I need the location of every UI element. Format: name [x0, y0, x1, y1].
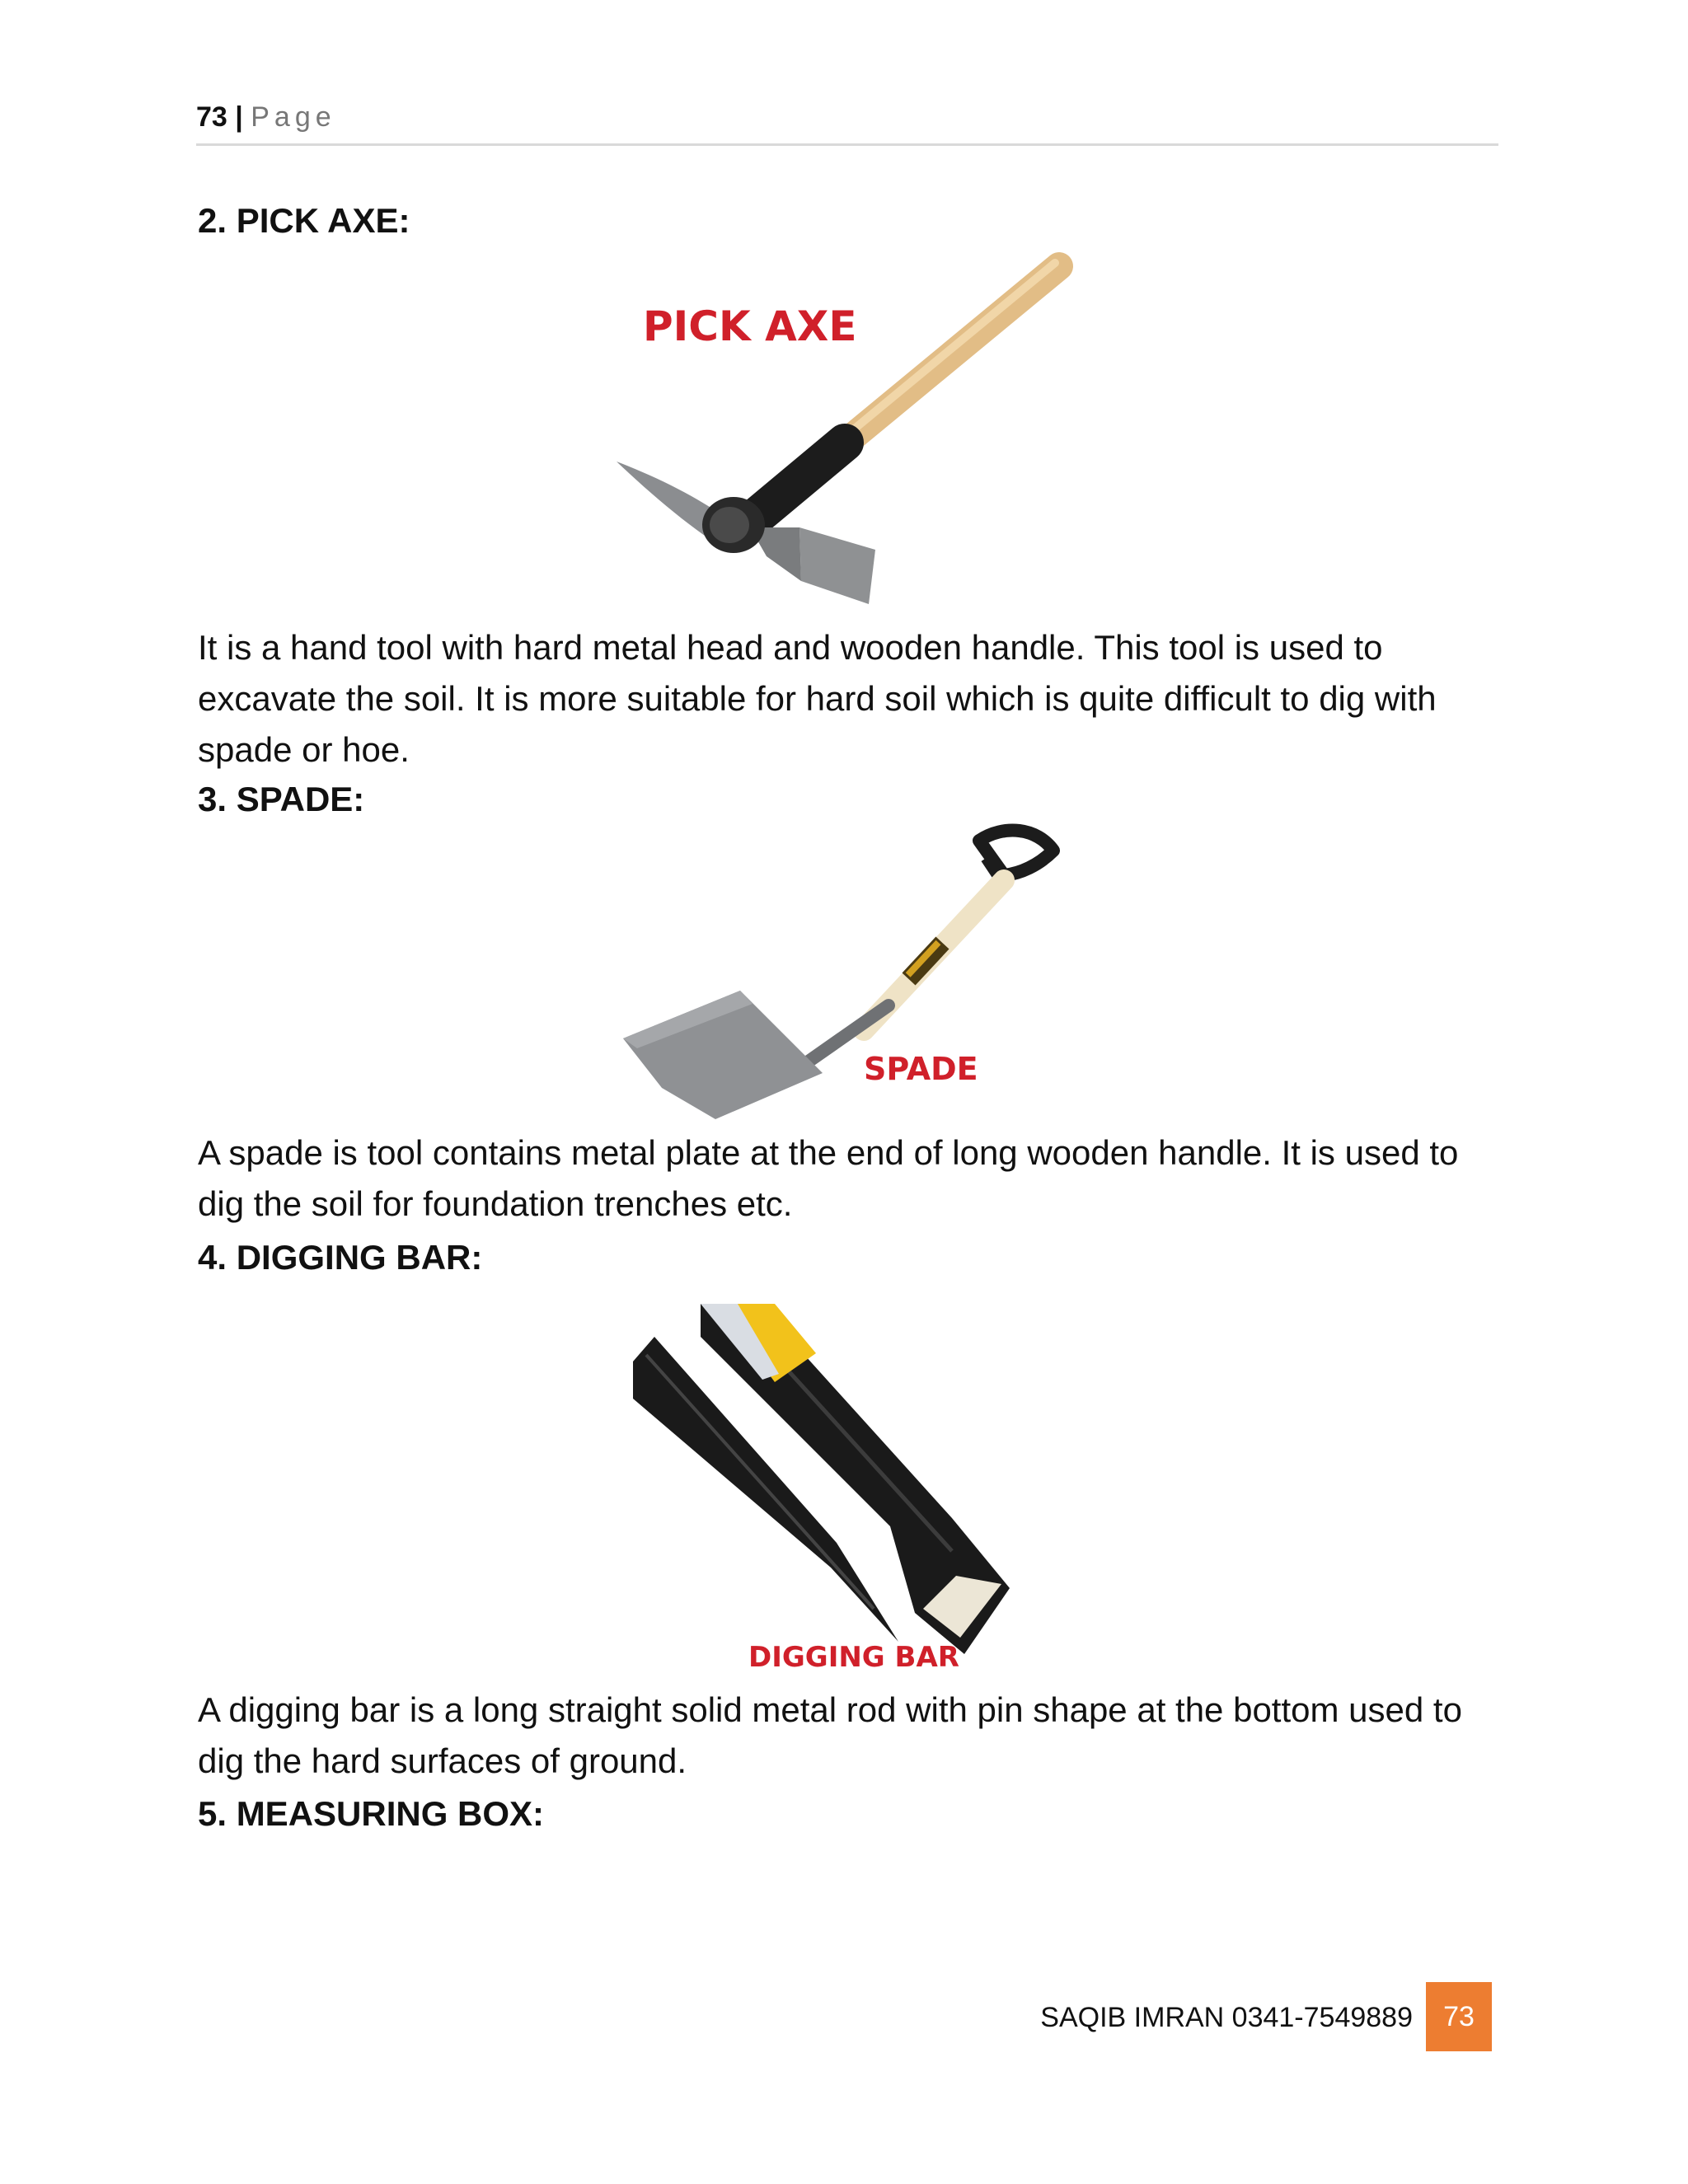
footer-author: SAQIB IMRAN 0341-7549889	[1040, 2002, 1413, 2033]
heading-pick-axe: 2. PICK AXE:	[198, 201, 410, 240]
spade-description: A spade is tool contains metal plate at the end of long wooden handle. It is used to dig the soil for foundation trenches etc.	[198, 1133, 1459, 1223]
digging-bar-image	[626, 1304, 1088, 1691]
page-header	[196, 97, 1498, 146]
pick-axe-description: It is a hand tool with hard metal head and wooden handle. This tool is used to excavate the soil. It is more suitable for hard soil which is quite difficult to dig with spade or hoe.	[198, 628, 1437, 769]
header-page-word: Page	[251, 101, 336, 133]
heading-digging-bar: 4. DIGGING BAR:	[198, 1238, 483, 1277]
pick-axe-illustration	[610, 251, 1088, 606]
header-separator: |	[235, 101, 243, 133]
pick-axe-image	[610, 251, 1088, 606]
heading-measuring-box: 5. MEASURING BOX:	[198, 1794, 545, 1833]
spade-image	[617, 816, 1078, 1129]
digging-bar-image-label: DIGGING BAR	[748, 1641, 959, 1674]
header-page-number: 73	[196, 101, 227, 133]
pick-axe-image-label: PICK AXE	[643, 302, 857, 350]
digging-bar-description: A digging bar is a long straight solid metal rod with pin shape at the bottom used to dig the hard surfaces of ground.	[198, 1690, 1462, 1780]
spade-illustration	[617, 816, 1078, 1129]
spade-image-label: SPADE	[864, 1051, 978, 1087]
footer-page-number: 73	[1426, 1982, 1492, 2051]
digging-bar-illustration	[626, 1304, 1088, 1691]
heading-spade: 3. SPADE:	[198, 780, 365, 818]
